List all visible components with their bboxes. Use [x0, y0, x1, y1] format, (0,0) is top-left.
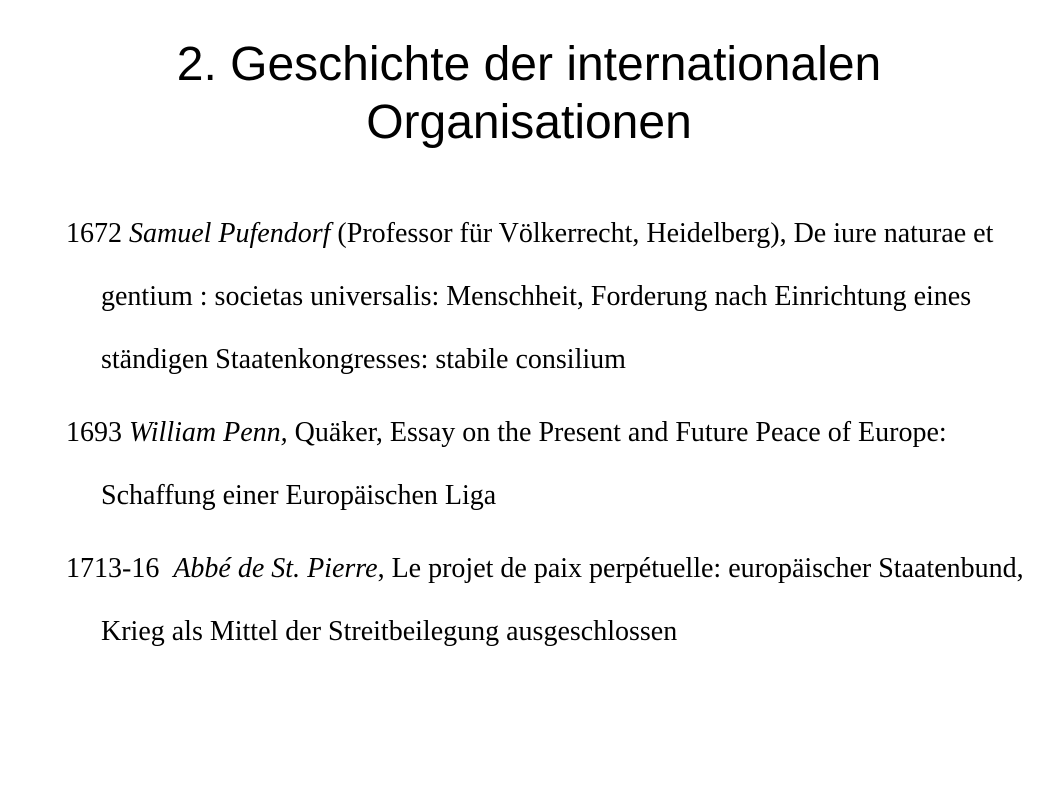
entry-pufendorf — [66, 202, 1026, 391]
entry-year: 1672 — [66, 218, 122, 249]
slide-title-line-2: Organisationen — [366, 96, 692, 149]
entry-list — [66, 202, 1026, 663]
entry-text: (Professor für Völkerrecht, Heidelberg), De iure naturae et gentium : societas universalis: Menschheit, Forderung nach Einrichtung eines ständigen Staatenkongresses: stabile consilium — [101, 218, 994, 375]
slide-title-line-1: 2. Geschichte der internationalen — [176, 38, 882, 91]
entry-person: Abbé de St. Pierre — [173, 553, 378, 584]
entry-text: Quäker, Essay on the Present and Future Peace of Europe: Schaffung einer Europäischen Liga — [101, 417, 947, 511]
entry-person: William Penn, — [129, 417, 288, 448]
entry-person: Samuel Pufendorf — [129, 218, 331, 249]
slide-title — [40, 36, 1018, 152]
entry-year: 1693 — [66, 417, 122, 448]
entry-penn — [66, 401, 1026, 527]
entry-text: , Le projet de paix perpétuelle: europäischer Staatenbund, Krieg als Mittel der Streitbeilegung ausgeschlossen — [101, 553, 1024, 647]
entry-year: 1713-16 — [66, 553, 160, 584]
entry-st-pierre — [66, 537, 1026, 663]
